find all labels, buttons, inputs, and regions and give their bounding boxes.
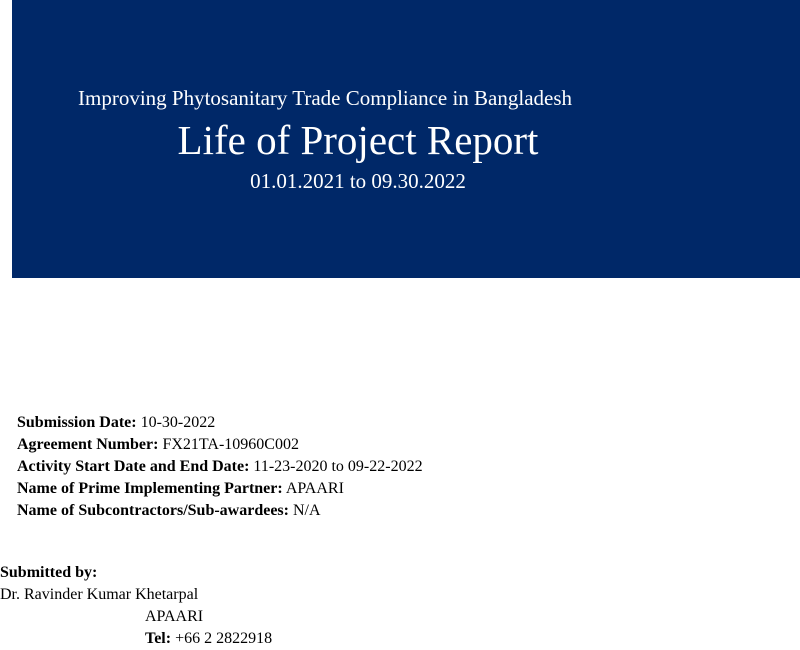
detail-subcontractors xyxy=(17,500,423,522)
detail-value: N/A xyxy=(288,502,321,519)
tel-value: +66 2 2822918 xyxy=(171,630,273,647)
detail-activity-dates xyxy=(17,456,423,478)
detail-value: FX21TA-10960C002 xyxy=(158,436,299,453)
report-details xyxy=(17,412,423,522)
detail-value: 10-30-2022 xyxy=(136,414,216,431)
detail-agreement-number xyxy=(17,434,423,456)
submitter-name: Dr. Ravinder Kumar Khetarpal xyxy=(0,586,199,603)
detail-submission-date xyxy=(17,412,423,434)
detail-prime-partner xyxy=(17,478,423,500)
submitted-by-section xyxy=(0,562,272,650)
detail-value: APAARI xyxy=(282,480,344,497)
report-title: Life of Project Report xyxy=(177,117,539,163)
submitter-organization: APAARI xyxy=(145,608,204,625)
detail-label: Name of Prime Implementing Partner: xyxy=(17,480,283,497)
detail-label: Activity Start Date and End Date: xyxy=(17,458,250,475)
submitted-by-heading: Submitted by: xyxy=(0,564,98,581)
submitter-telephone xyxy=(0,628,272,650)
title-banner xyxy=(12,0,800,278)
detail-value: 11-23-2020 to 09-22-2022 xyxy=(249,458,423,475)
report-date-range: 01.01.2021 to 09.30.2022 xyxy=(250,169,466,193)
detail-label: Submission Date: xyxy=(17,414,137,431)
detail-label: Agreement Number: xyxy=(17,436,159,453)
detail-label: Name of Subcontractors/Sub-awardees: xyxy=(17,502,289,519)
tel-label: Tel: xyxy=(145,630,172,647)
project-subtitle: Improving Phytosanitary Trade Compliance in Bangladesh xyxy=(78,86,573,110)
